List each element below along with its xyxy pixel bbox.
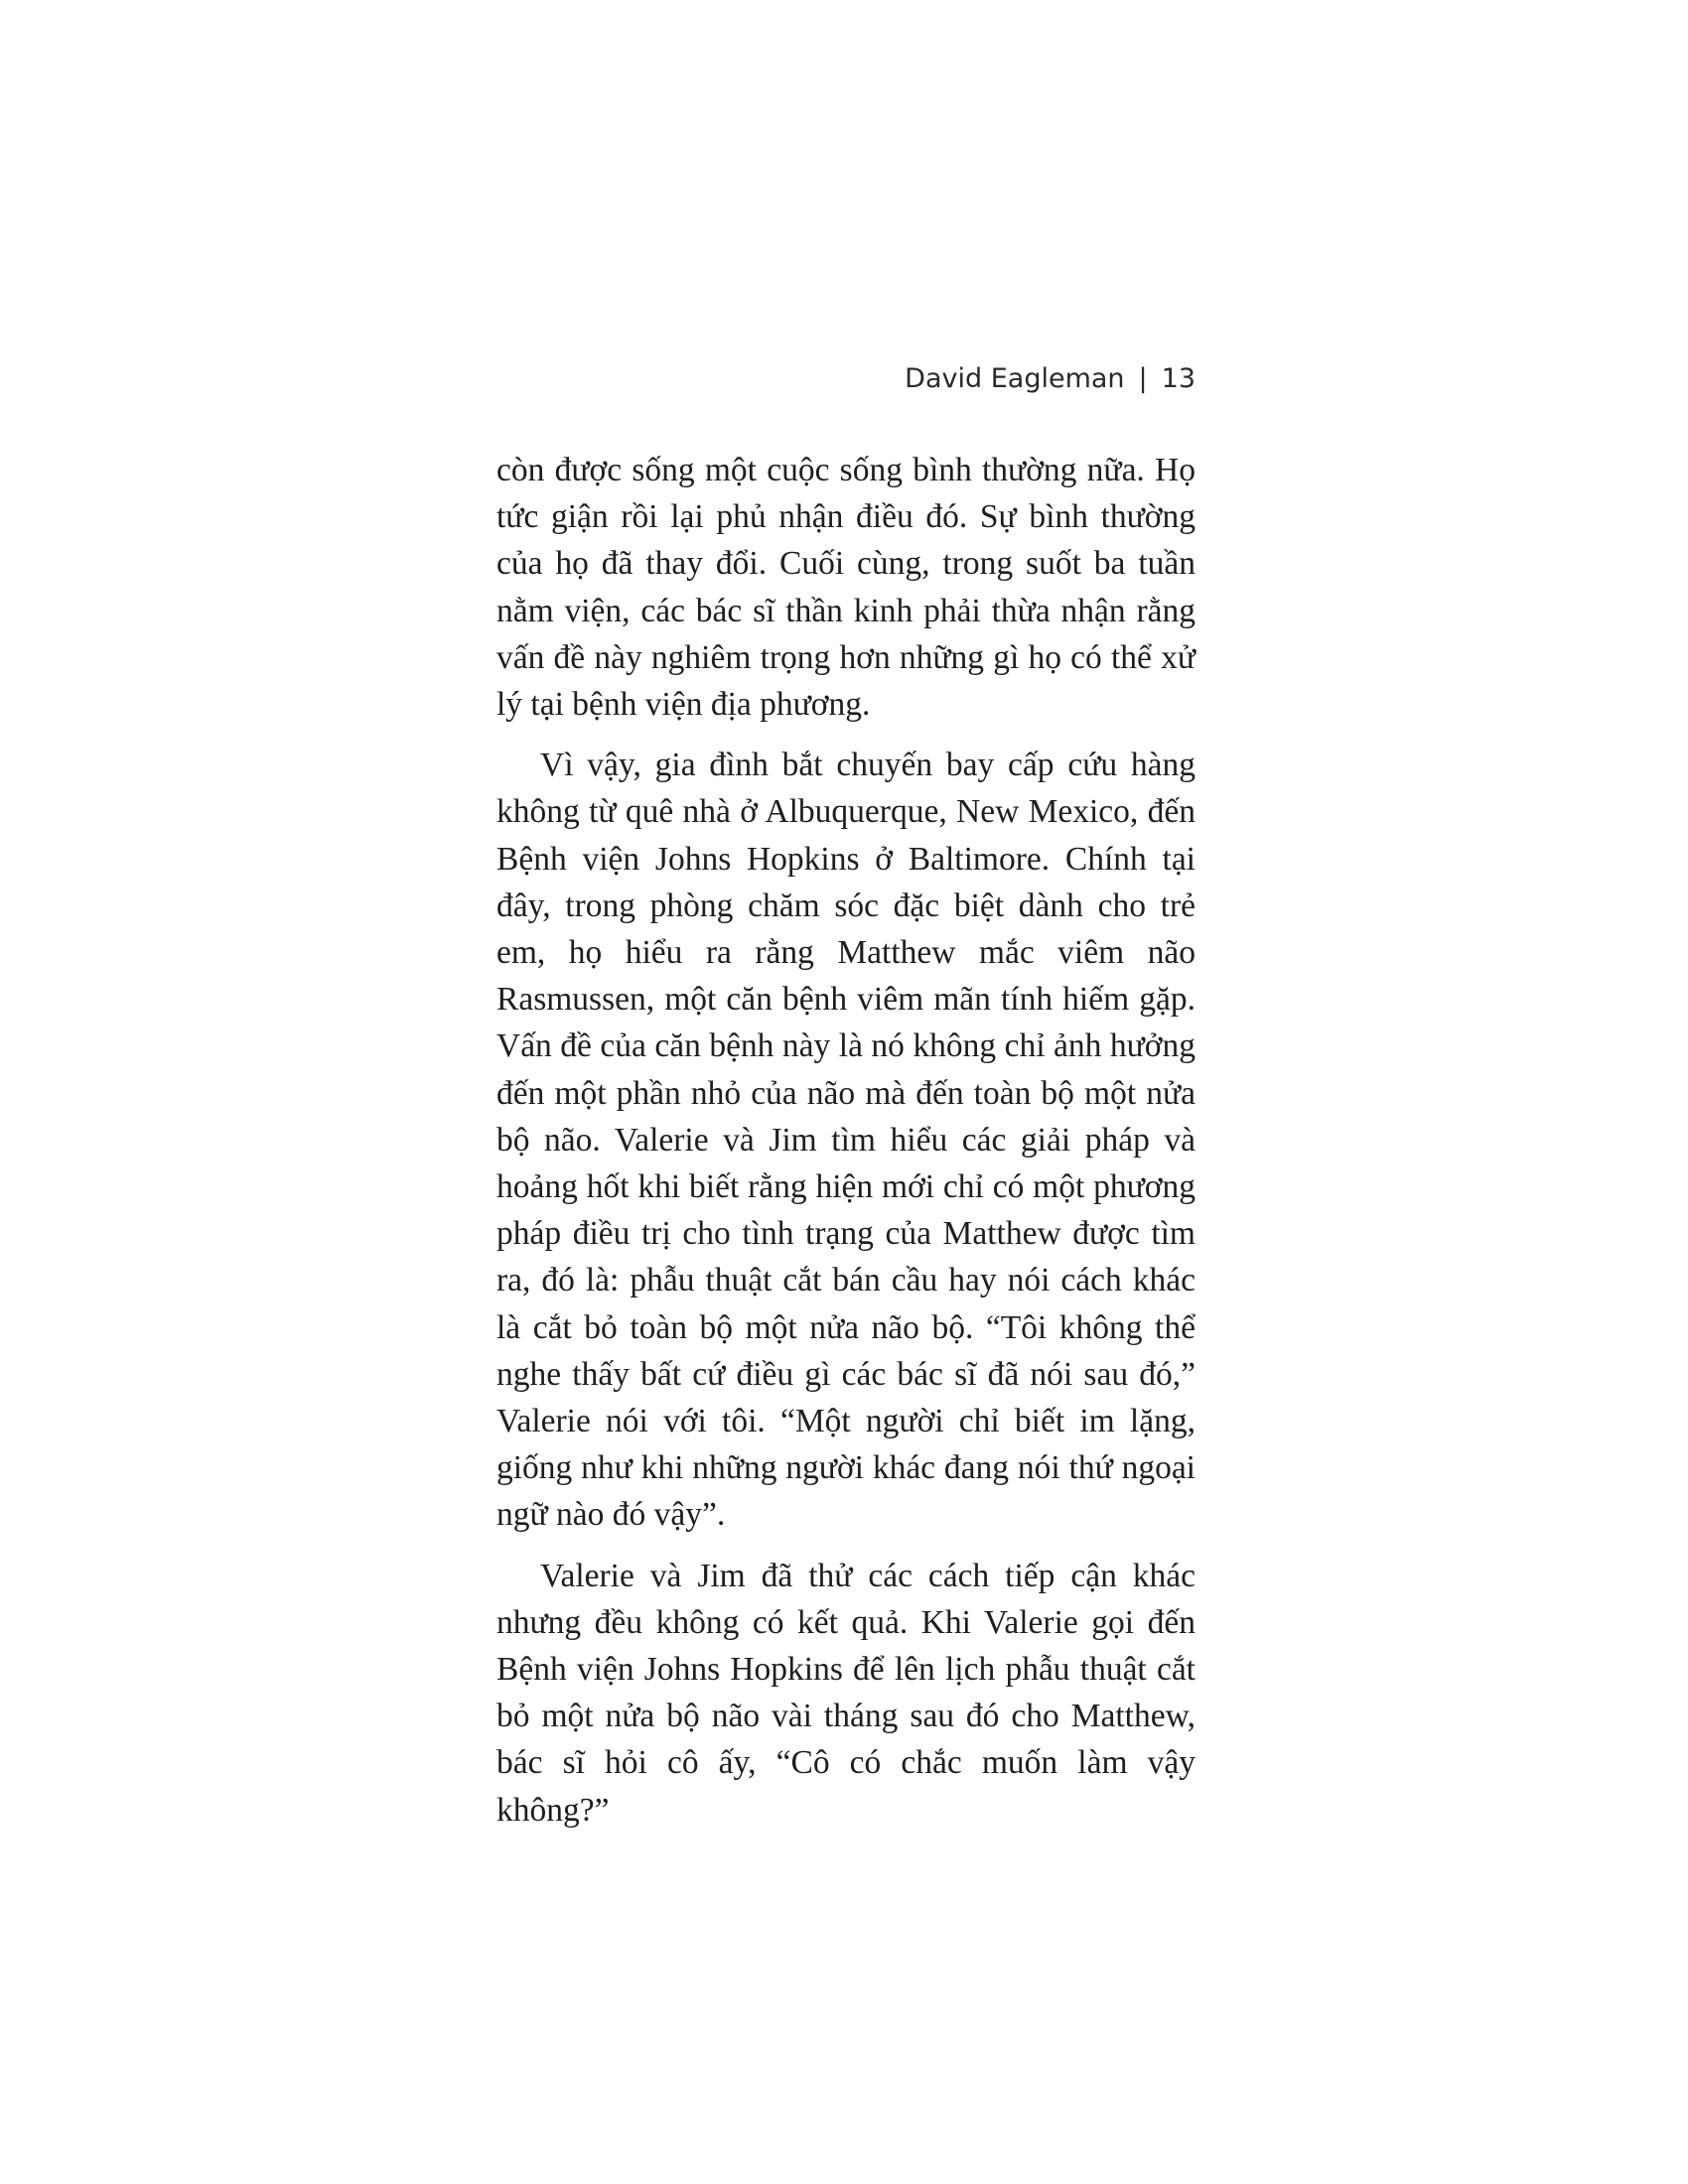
header-separator: | xyxy=(1138,363,1148,394)
paragraph-continued: còn được sống một cuộc sống bình thường nữa. Họ tức giận rồi lại phủ nhận điều đó. Sự bình thường của họ đã thay đổi. Cuối cùng, trong suốt ba tuần nằm viện, các bác sĩ thần kinh phải thừa nhận rằng vấn đề này nghiêm trọng hơn những gì họ có thể xử lý tại bệnh viện địa phương. xyxy=(496,452,1196,724)
body-text xyxy=(496,447,1196,1834)
paragraph: Valerie và Jim đã thử các cách tiếp cận khác nhưng đều không có kết quả. Khi Valerie gọi đến Bệnh viện Johns Hopkins để lên lịch phẫu thuật cắt bỏ một nửa bộ não vài tháng sau đó cho Matthew, bác sĩ hỏi cô ấy, “Cô có chắc muốn làm vậy không?” xyxy=(496,1557,1196,1829)
running-head xyxy=(496,363,1196,394)
page-number: 13 xyxy=(1161,363,1196,394)
author-name: David Eagleman xyxy=(905,363,1125,394)
paragraph: Vì vậy, gia đình bắt chuyến bay cấp cứu hàng không từ quê nhà ở Albuquerque, New Mexico, đến Bệnh viện Johns Hopkins ở Baltimore. Chính tại đây, trong phòng chăm sóc đặc biệt dành cho trẻ em, họ hiểu ra rằng Matthew mắc viêm não Rasmussen, một căn bệnh viêm mãn tính hiếm gặp. Vấn đề của căn bệnh này là nó không chỉ ảnh hưởng đến một phần nhỏ của não mà đến toàn bộ một nửa bộ não. Valerie và Jim tìm hiểu các giải pháp và hoảng hốt khi biết rằng hiện mới chỉ có một phương pháp điều trị cho tình trạng của Matthew được tìm ra, đó là: phẫu thuật cắt bán cầu hay nói cách khác là cắt bỏ toàn bộ một nửa não bộ. “Tôi không thể nghe thấy bất cứ điều gì các bác sĩ đã nói sau đó,” Valerie nói với tôi. “Một người chỉ biết im lặng, giống như khi những người khác đang nói thứ ngoại ngữ nào đó vậy”. xyxy=(496,747,1196,1534)
